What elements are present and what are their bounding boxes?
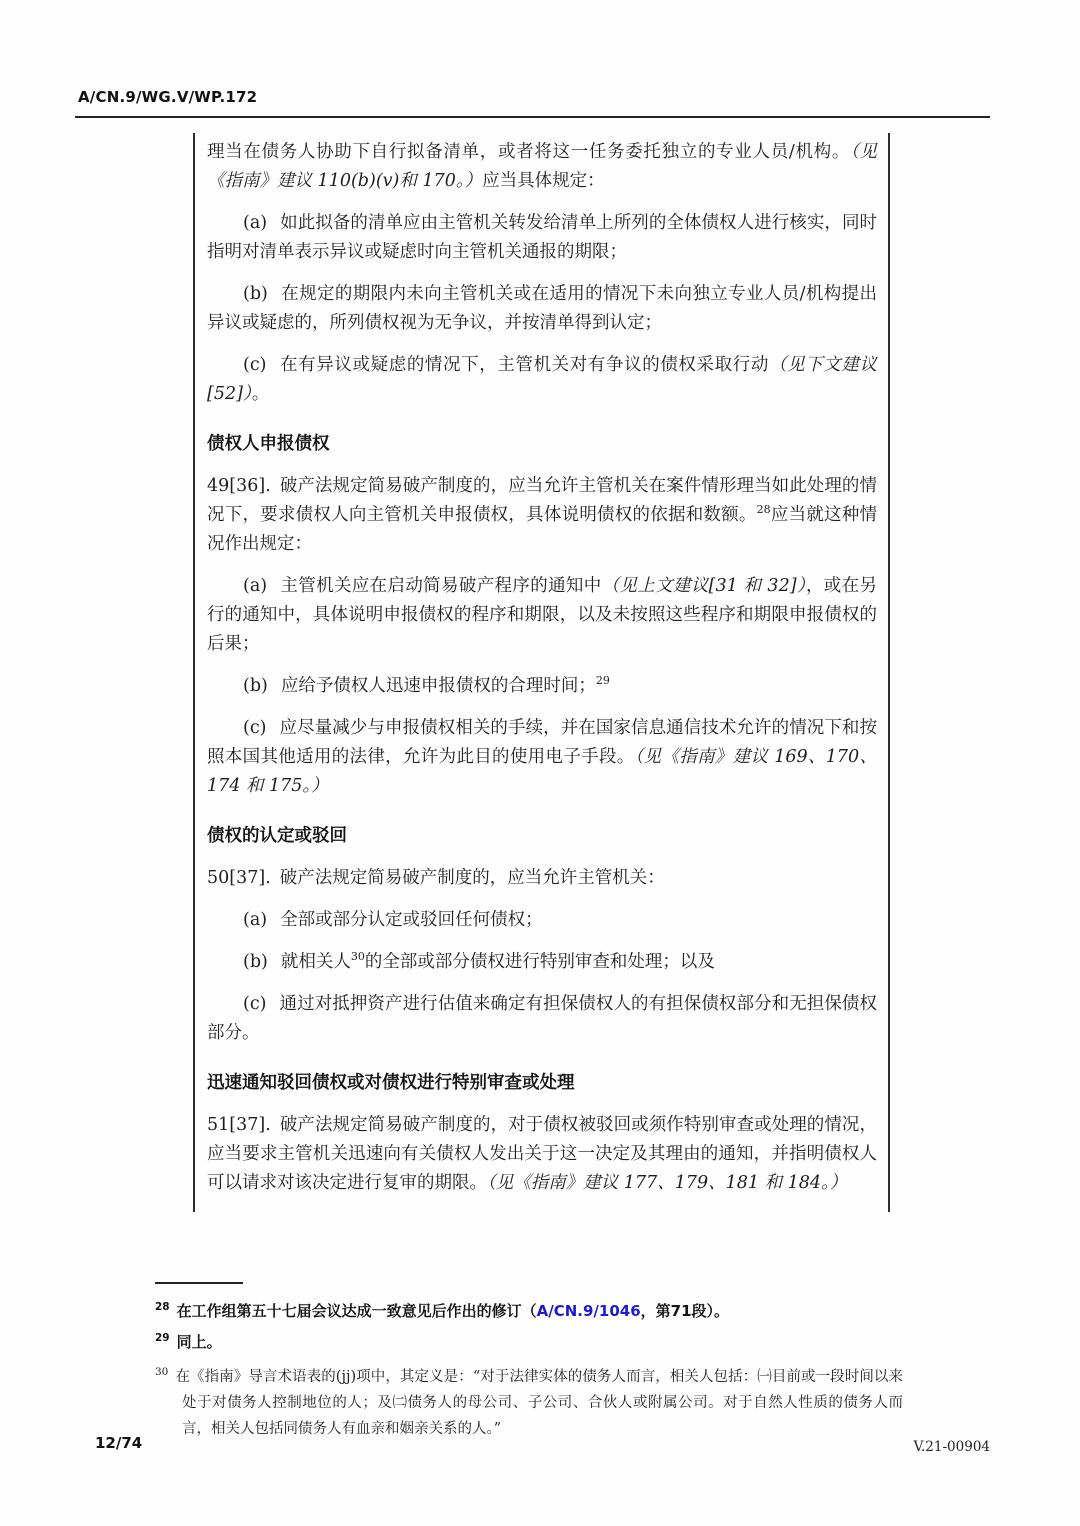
body-text: 破产法规定简易破产制度的，应当允许主管机关在案件情形理当如此处理的情况下，要求债权人向主管机关申报债权，具体说明债权的依据和数额。 <box>207 476 877 525</box>
list-item-a <box>207 572 877 659</box>
paragraph-continuation <box>207 138 877 196</box>
section-heading-claims-admission: 债权的认定或驳回 <box>207 826 347 846</box>
footnote-28 <box>155 1294 903 1325</box>
guide-reference: （见《指南》建议 177、179、181 和 184。） <box>487 1173 848 1193</box>
body-text: 在规定的期限内未向主管机关或在适用的情况下未向独立专业人员/机构提出异议或疑虑的，所列债权视为无争议，并按清单得到认定； <box>207 284 877 333</box>
paragraph-51 <box>207 1111 877 1198</box>
footnote-30 <box>155 1359 903 1442</box>
guide-reference: （见《指南》建议 169、170、174 和 175。） <box>207 747 878 796</box>
body-text: 破产法规定简易破产制度的，应当允许主管机关： <box>279 868 665 888</box>
body-text: 如此拟备的清单应由主管机关转发给清单上所列的全体债权人进行核实，同时指明对清单表示异议或疑虑时向主管机关通报的期限； <box>207 213 877 262</box>
revision-text-box <box>193 133 890 1212</box>
guide-reference: （见《指南》建议 110(b)(v)和 170。） <box>207 142 877 191</box>
footnote-reference-30: 30 <box>350 950 365 964</box>
body-text: 破产法规定简易破产制度的，对于债权被驳回或须作特别审查或处理的情况，应当要求主管机关迅速向有关债权人发出关于这一决定及其理由的通知，并指明债权人可以请求对该决定进行复审的期限。 <box>207 1115 877 1193</box>
list-item-a <box>207 209 877 267</box>
footnote-text: 同上。 <box>176 1333 222 1351</box>
footnotes-section <box>155 1282 903 1442</box>
paragraph-number: 51[37]. <box>207 1115 271 1135</box>
list-item-b <box>207 672 877 701</box>
body-text: 应当具体规定： <box>482 171 605 191</box>
list-item-c <box>207 990 877 1048</box>
document-hyperlink[interactable]: A/CN.9/1046 <box>536 1302 641 1320</box>
list-item-label: (a) <box>243 576 268 596</box>
list-item-b <box>207 280 877 338</box>
document-symbol: A/CN.9/WG.V/WP.172 <box>78 88 258 106</box>
section-heading-prompt-notice: 迅速通知驳回债权或对债权进行特别审查或处理 <box>207 1073 575 1093</box>
paragraph-number: 50[37]. <box>207 868 271 888</box>
page-number: 12/74 <box>95 1434 143 1452</box>
body-text: 理当在债务人协助下自行拟备清单，或者将这一任务委托独立的专业人员/机构。 <box>207 142 851 162</box>
footnote-text: 在《指南》导言术语表的(jj)项中，其定义是：“对于法律实体的债务人而言，相关人包括：㈠目前或一段时间以来处于对债务人控制地位的人；及㈡债务人的母公司、子公司、合伙人或附属公司。对于自然人性质的债务人而言，相关人包括同债务人有血亲和姻亲关系的人。” <box>175 1368 903 1437</box>
guide-reference: （见下文建议[52]） <box>207 355 878 404</box>
footnote-marker: 29 <box>155 1332 170 1344</box>
body-text: 。 <box>251 384 270 404</box>
list-item-label: (c) <box>243 994 267 1014</box>
body-text: 主管机关应在启动简易破产程序的通知中 <box>280 576 602 596</box>
list-item-b <box>207 948 877 977</box>
footnote-marker: 28 <box>155 1301 170 1313</box>
body-text: 全部或部分认定或驳回任何债权； <box>280 910 543 930</box>
list-item-label: (b) <box>243 676 268 696</box>
list-item-c <box>207 351 877 409</box>
footnote-reference-28: 28 <box>756 503 771 517</box>
body-text: ，或在另行的通知中，具体说明申报债权的程序和期限，以及未按照这些程序和期限申报债权的后果； <box>207 576 877 654</box>
body-text: 应尽量减少与申报债权相关的手续，并在国家信息通信技术允许的情况下和按照本国其他适用的法律，允许为此目的使用电子手段。 <box>207 718 877 767</box>
footnote-separator-rule <box>155 1282 243 1284</box>
footnote-reference-29: 29 <box>595 674 610 688</box>
body-text: 就相关人 <box>280 952 351 972</box>
body-text: 应给予债权人迅速申报债权的合理时间； <box>280 676 596 696</box>
paragraph-number: 49[36]. <box>207 476 271 496</box>
footnote-text: 在工作组第五十七届会议达成一致意见后作出的修订（ <box>176 1302 537 1320</box>
section-heading-claims-submission: 债权人申报债权 <box>207 434 330 454</box>
list-item-a <box>207 906 877 935</box>
list-item-label: (b) <box>243 284 268 304</box>
guide-reference: （见上文建议[31 和 32]） <box>601 576 806 596</box>
body-text: 通过对抵押资产进行估值来确定有担保债权人的有担保债权部分和无担保债权部分。 <box>207 994 877 1043</box>
list-item-label: (c) <box>243 355 267 375</box>
footnote-text: ，第71段）。 <box>640 1302 730 1320</box>
list-item-label: (c) <box>243 718 267 738</box>
body-text: 的全部或部分债权进行特别审查和处理；以及 <box>364 952 715 972</box>
list-item-label: (b) <box>243 952 268 972</box>
body-text: 在有异议或疑虑的情况下，主管机关对有争议的债权采取行动 <box>279 355 769 375</box>
list-item-label: (a) <box>243 910 268 930</box>
list-item-label: (a) <box>243 213 268 233</box>
header-rule <box>75 116 990 118</box>
footnote-marker: 30 <box>155 1366 169 1378</box>
paragraph-49 <box>207 472 877 559</box>
list-item-c <box>207 714 877 801</box>
body-text: 应当就这种情况作出规定： <box>207 505 878 554</box>
footnote-29 <box>155 1325 903 1356</box>
job-number: V.21-00904 <box>913 1439 990 1455</box>
paragraph-50 <box>207 864 877 893</box>
